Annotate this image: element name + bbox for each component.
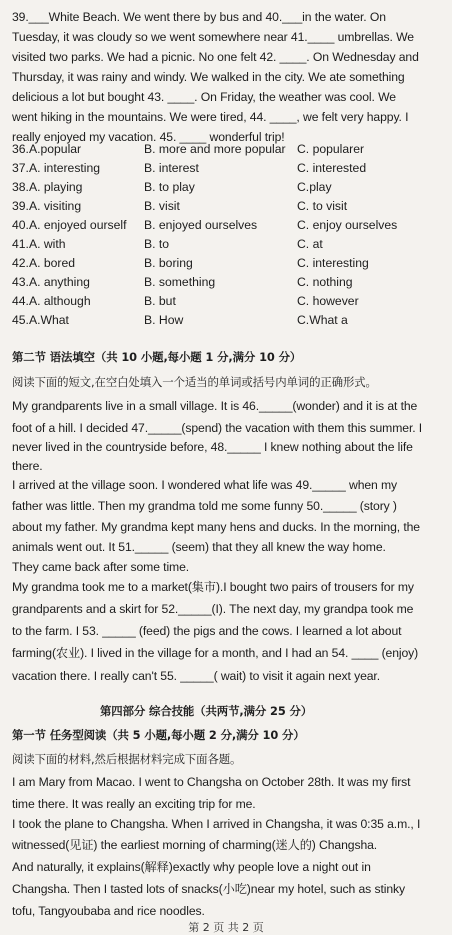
- passage3-line: And naturally, it explains(解释)exactly why people love a night out in: [12, 860, 371, 874]
- passage1-line: delicious a lot but bought 43. ____. On Friday, the weather was cool. We: [12, 90, 396, 104]
- passage2-line: grandparents and a skirt for 52._____(I). The next day, my grandpa took me: [12, 602, 414, 616]
- section2-instruction: 阅读下面的短文,在空白处填入一个适当的单词或括号内单词的正确形式。: [12, 375, 377, 389]
- passage2-line: They came back after some time.: [12, 560, 190, 574]
- page-footer: 第 2 页 共 2 页: [188, 921, 264, 934]
- passage1-line: visited two parks. We had a picnic. No one felt 42. ____. On Wednesday and: [12, 50, 419, 64]
- options-row: [12, 273, 452, 292]
- option-b: B. something: [144, 275, 216, 289]
- passage2-line: My grandparents live in a small village. It is 46._____(wonder) and it is at the: [12, 399, 418, 413]
- passage3-line: I am Mary from Macao. I went to Changsha on October 28th. It was my first: [12, 775, 411, 789]
- option-b: B. enjoyed ourselves: [144, 218, 258, 232]
- options-row: [12, 292, 452, 311]
- section1-instruction: 阅读下面的材料,然后根据材料完成下面各题。: [12, 752, 242, 766]
- option-b: B. more and more popular: [144, 142, 286, 156]
- passage2-line: vacation there. I really can't 55. _____( wait) to visit it again next year.: [12, 669, 380, 683]
- options-row: [12, 140, 452, 159]
- option-c: C. interested: [297, 161, 367, 175]
- passage1-line: Thursday, it was rainy and windy. We walked in the city. We ate something: [12, 70, 405, 84]
- option-a: 43.A. anything: [12, 275, 90, 289]
- option-b: B. visit: [144, 199, 180, 213]
- section1-title: 第一节 任务型阅读（共 5 小题,每小题 2 分,满分 10 分）: [12, 728, 305, 742]
- options-row: [12, 311, 452, 330]
- options-row: [12, 216, 452, 235]
- option-c: C. interesting: [297, 256, 369, 270]
- passage2-line: to the farm. I 53. _____ (feed) the pigs and the cows. I learned a lot about: [12, 624, 402, 638]
- options-row: [12, 197, 452, 216]
- passage3-line: I took the plane to Changsha. When I arrived in Changsha, it was 0:35 a.m., I: [12, 817, 421, 831]
- part4-title: 第四部分 综合技能（共两节,满分 25 分）: [100, 704, 313, 718]
- option-a: 44.A. although: [12, 294, 91, 308]
- option-c: C. popularer: [297, 142, 365, 156]
- passage2-line: My grandma took me to a market(集市).I bought two pairs of trousers for my: [12, 580, 414, 594]
- section2-title: 第二节 语法填空（共 10 小题,每小题 1 分,满分 10 分）: [12, 350, 302, 364]
- option-c: C. to visit: [297, 199, 348, 213]
- option-c: C.What a: [297, 313, 348, 327]
- option-c: C. enjoy ourselves: [297, 218, 398, 232]
- option-a: 39.A. visiting: [12, 199, 82, 213]
- options-row: [12, 159, 452, 178]
- option-a: 45.A.What: [12, 313, 69, 327]
- option-c: C. however: [297, 294, 359, 308]
- passage3-line: tofu, Tangyoubaba and rice noodles.: [12, 904, 205, 918]
- passage1-line: really enjoyed my vacation. 45. ____ wonderful trip!: [12, 130, 285, 144]
- passage2-line: foot of a hill. I decided 47._____(spend) the vacation with them this summer. I: [12, 421, 423, 435]
- passage1-line: 39.___White Beach. We went there by bus and 40.___in the water. On: [12, 10, 386, 24]
- option-a: 40.A. enjoyed ourself: [12, 218, 127, 232]
- option-b: B. interest: [144, 161, 199, 175]
- option-b: B. to: [144, 237, 170, 251]
- option-a: 37.A. interesting: [12, 161, 101, 175]
- option-a: 42.A. bored: [12, 256, 76, 270]
- passage3-line: witnessed(见证) the earliest morning of charming(迷人的) Changsha.: [12, 838, 378, 852]
- passage2-line: farming(农业). I lived in the village for a month, and I had an 54. ____ (enjoy): [12, 646, 419, 660]
- option-a: 36.A.popular: [12, 142, 82, 156]
- option-a: 41.A. with: [12, 237, 66, 251]
- passage2-line: animals went out. It 51._____ (seem) that they all knew the way home.: [12, 540, 386, 554]
- option-c: C. at: [297, 237, 323, 251]
- passage2-line: about my father. My grandma kept many hens and ducks. In the morning, the: [12, 520, 420, 534]
- option-b: B. but: [144, 294, 176, 308]
- passage1-line: went hiking in the mountains. We were tired, 44. ____, we felt very happy. I: [12, 110, 409, 124]
- option-c: C. nothing: [297, 275, 353, 289]
- passage3-line: time there. It was really an exciting trip for me.: [12, 797, 256, 811]
- option-b: B. to play: [144, 180, 195, 194]
- options-row: [12, 254, 452, 273]
- option-a: 38.A. playing: [12, 180, 83, 194]
- option-b: B. boring: [144, 256, 193, 270]
- options-row: [12, 178, 452, 197]
- option-c: C.play: [297, 180, 332, 194]
- passage3-line: Changsha. Then I tasted lots of snacks(小吃)near my hotel, such as stinky: [12, 882, 406, 896]
- passage2-line: father was little. Then my grandma told me some funny 50._____ (story ): [12, 499, 397, 513]
- passage1-line: Tuesday, it was cloudy so we went somewhere near 41.____ umbrellas. We: [12, 30, 414, 44]
- options-row: [12, 235, 452, 254]
- option-b: B. How: [144, 313, 184, 327]
- passage2-line: there.: [12, 459, 43, 473]
- passage2-line: I arrived at the village soon. I wondered what life was 49._____ when my: [12, 478, 398, 492]
- passage2-line: never lived in the countryside before, 48._____ I knew nothing about the life: [12, 440, 413, 454]
